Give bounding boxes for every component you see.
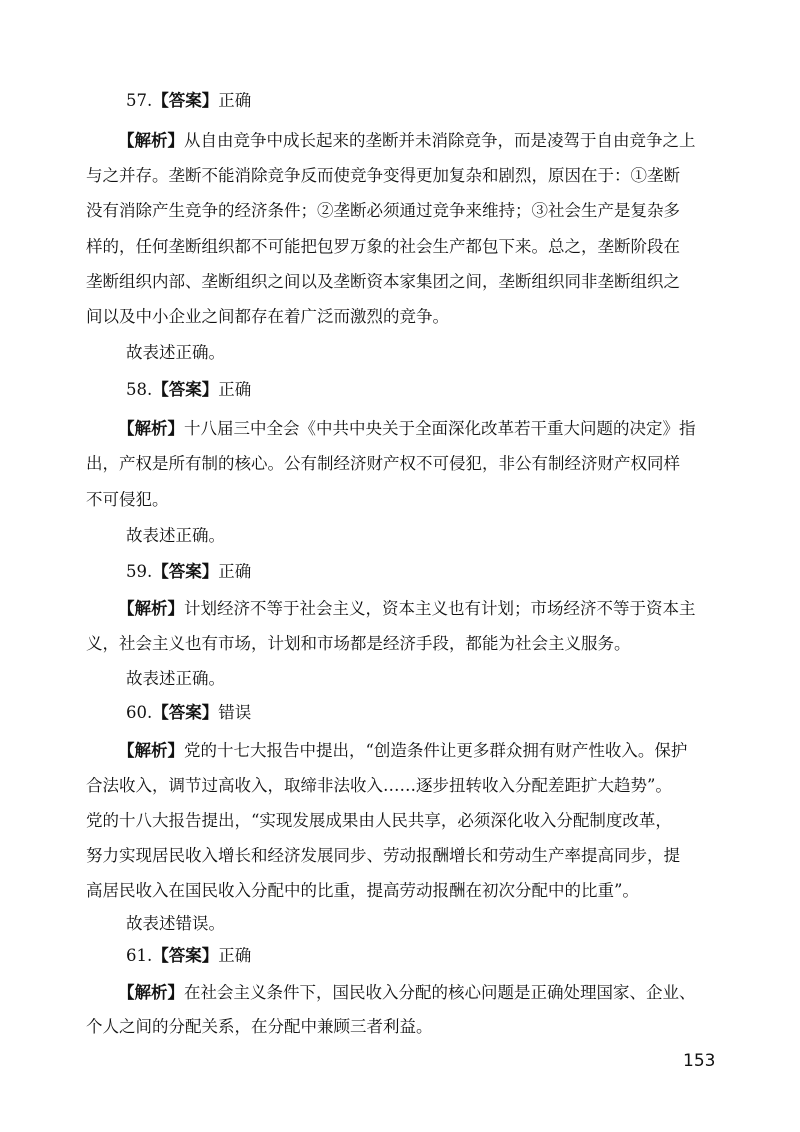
q58-number: 58. [126,380,153,399]
q57-number: 57. [126,91,153,110]
q59-conclusion: 故表述正确。 [126,669,225,688]
q59-answer: 正确 [218,562,252,581]
q57-answer: 正确 [218,91,252,110]
q61-number: 61. [126,946,153,965]
q57-analysis-line-1: 【解析】从自由竞争中成长起来的垄断并未消除竞争，而是凌驾于自由竞争之上 [118,131,696,150]
q57-answer-tag: 【答案】 [152,91,219,110]
q58-analysis-line-1: 【解析】十八届三中全会《中共中央关于全面深化改革若干重大问题的决定》指 [118,419,696,438]
q60-analysis-line-5: 高居民收入在国民收入分配中的比重，提高劳动报酬在初次分配中的比重”。 [86,881,639,900]
q57-analysis-line-5: 垄断组织内部、垄断组织之间以及垄断资本家集团之间，垄断组织同非垄断组织之 [86,272,680,291]
q60-number: 60. [126,703,153,722]
q59-analysis-tag: 【解析】 [118,599,184,618]
q60-analysis-line-4: 努力实现居民收入增长和经济发展同步、劳动报酬增长和劳动生产率提高同步，提 [86,846,680,865]
q59-answer-line [126,561,251,583]
q59-number: 59. [126,562,153,581]
q60-answer: 错误 [218,703,252,722]
q61-answer-tag: 【答案】 [152,946,219,965]
q57-conclusion: 故表述正确。 [126,343,225,362]
q60-analysis-line-2: 合法收入，调节过高收入，取缔非法收入……逐步扭转收入分配差距扩大趋势”。 [86,776,672,795]
q58-analysis-tag: 【解析】 [118,419,184,438]
q58-analysis-line-2: 出，产权是所有制的核心。公有制经济财产权不可侵犯，非公有制经济财产权同样 [86,454,680,473]
q61-analysis-line-1: 【解析】在社会主义条件下，国民收入分配的核心问题是正确处理国家、企业、 [118,983,696,1002]
q57-answer-line [126,90,251,112]
q61-analysis-tag: 【解析】 [118,983,184,1002]
q61-analysis-line-2: 个人之间的分配关系，在分配中兼顾三者利益。 [86,1017,433,1036]
q58-answer-tag: 【答案】 [152,380,219,399]
q58-conclusion: 故表述正确。 [126,526,225,545]
q60-conclusion: 故表述错误。 [126,914,225,933]
q60-analysis-line-1: 【解析】党的十七大报告中提出，“创造条件让更多群众拥有财产性收入。保护 [118,741,688,760]
q60-answer-line [126,702,251,724]
page-number: 153 [683,1051,716,1071]
q57-analysis-tag: 【解析】 [118,131,184,150]
q59-analysis-line-2: 义，社会主义也有市场，计划和市场都是经济手段，都能为社会主义服务。 [86,634,631,653]
q60-analysis-tag: 【解析】 [118,741,184,760]
q58-answer: 正确 [218,380,252,399]
q59-analysis-line-1: 【解析】计划经济不等于社会主义，资本主义也有计划；市场经济不等于资本主 [118,599,696,618]
q57-analysis-line-2: 与之并存。垄断不能消除竞争反而使竞争变得更加复杂和剧烈，原因在于：①垄断 [86,166,680,185]
q58-analysis-line-3: 不可侵犯。 [86,490,169,509]
q58-answer-line [126,379,251,401]
q57-analysis-line-3: 没有消除产生竞争的经济条件；②垄断必须通过竞争来维持；③社会生产是复杂多 [86,201,680,220]
q60-analysis-line-3: 党的十八大报告提出，“实现发展成果由人民共享，必须深化收入分配制度改革， [86,811,672,830]
q60-answer-tag: 【答案】 [152,703,219,722]
q61-answer: 正确 [218,946,252,965]
q61-answer-line [126,945,251,967]
q59-answer-tag: 【答案】 [152,562,219,581]
q57-analysis-line-4: 样的，任何垄断组织都不可能把包罗万象的社会生产都包下来。总之，垄断阶段在 [86,237,680,256]
q57-analysis-line-6: 间以及中小企业之间都存在着广泛而激烈的竞争。 [86,307,449,326]
